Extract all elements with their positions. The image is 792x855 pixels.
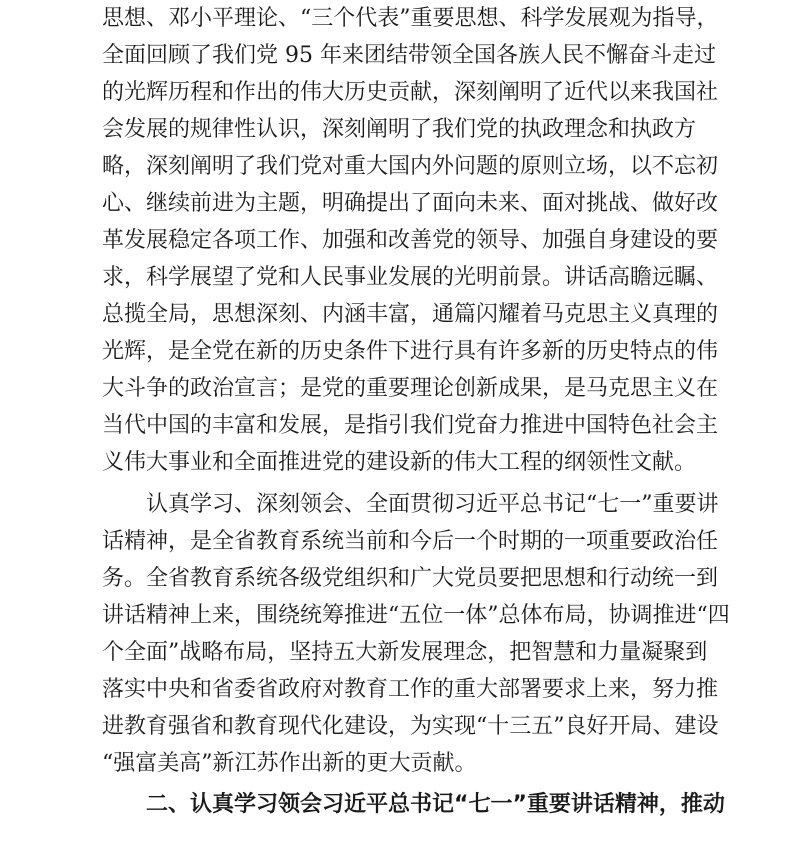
text-line-2: 全面回顾了我们党 95 年来团结带领全国各族人民不懈奋斗走过 [102,43,716,68]
text-line-19: 落实中央和省委省政府对教育工作的重大部署要求上来，努力推 [102,677,719,702]
text-line-9: 总揽全局，思想深刻、内涵丰富，通篇闪耀着马克思主义真理的 [102,302,719,327]
text-line-20: 进教育强省和教育现代化建设，为实现“十三五”良好开局、建设 [102,714,719,739]
text-line-8: 求，科学展望了党和人民事业发展的光明前景。讲话高瞻远瞩、 [102,265,719,290]
text-line-6: 心、继续前进为主题，明确提出了面向未来、面对挑战、做好改 [102,191,719,216]
text-line-17: 讲话精神上来，围绕统筹推进“五位一体”总体布局，协调推进“四 [102,603,730,628]
text-line-18: 个全面”战略布局，坚持五大新发展理念，把智慧和力量凝聚到 [102,640,708,665]
text-line-1: 思想、邓小平理论、“三个代表”重要思想、科学发展观为指导， [102,6,719,31]
section-heading: 二、认真学习领会习近平总书记“七一”重要讲话精神，推动 [146,792,725,817]
text-line-21: “强富美高”新江苏作出新的更大贡献。 [102,751,477,776]
text-line-13: 义伟大事业和全面推进党的建设新的伟大工程的纲领性文献。 [102,450,697,475]
text-line-5: 略，深刻阐明了我们党对重大国内外问题的原则立场，以不忘初 [102,154,719,179]
text-line-14: 认真学习、深刻领会、全面贯彻习近平总书记“七一”重要讲 [146,492,719,517]
text-line-15: 话精神，是全省教育系统当前和今后一个时期的一项重要政治任 [102,529,719,554]
text-line-12: 当代中国的丰富和发展，是指引我们党奋力推进中国特色社会主 [102,413,719,438]
text-line-7: 革发展稳定各项工作、加强和改善党的领导、加强自身建设的要 [102,228,719,253]
text-line-11: 大斗争的政治宣言；是党的重要理论创新成果，是马克思主义在 [102,376,719,401]
text-line-4: 会发展的规律性认识，深刻阐明了我们党的执政理念和执政方 [102,117,697,142]
text-line-16: 务。全省教育系统各级党组织和广大党员要把思想和行动统一到 [102,566,719,591]
text-line-10: 光辉，是全党在新的历史条件下进行具有许多新的历史特点的伟 [102,339,719,364]
text-line-3: 的光辉历程和作出的伟大历史贡献，深刻阐明了近代以来我国社 [102,80,719,105]
